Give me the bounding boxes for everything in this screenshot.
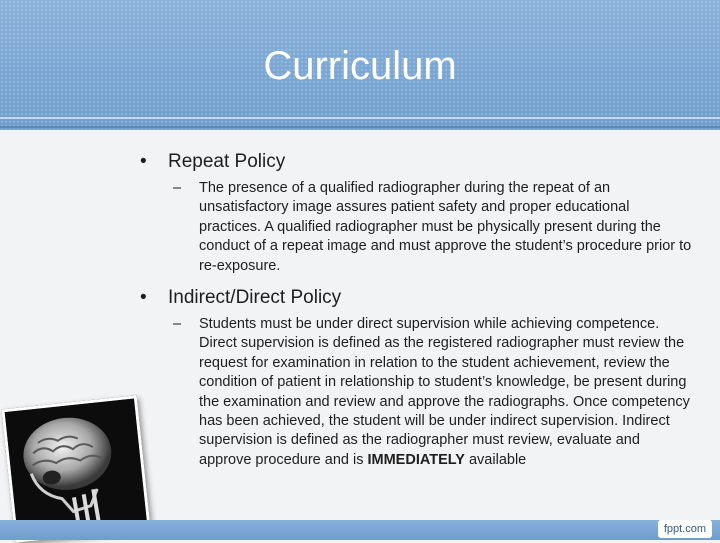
- sub-text-main: Students must be under direct supervision while achieving competence. Direct supervision is defined as the registered radiographer must review the request for examination in relation to the student achievement, review the condition of patient in relationship to student’s knowledge, be present during the examination and review and approve the radiographs. Once competency has been achieved, the student will be under indirect supervision. Indirect supervision is defined as the radiographer must review, evaluate and approve procedure and is: [199, 316, 690, 468]
- xray-skull-icon: [5, 399, 148, 540]
- bullet-repeat-policy: [132, 150, 692, 174]
- bullet-heading: Repeat Policy: [168, 151, 286, 172]
- slide-title: Curriculum: [263, 44, 457, 88]
- sub-text: [199, 316, 690, 468]
- slide-content: [132, 150, 692, 470]
- sub-item-indirect-direct-policy: [132, 315, 692, 470]
- sub-dash: –: [173, 180, 182, 196]
- sub-text-emphasis: IMMEDIATELY: [367, 451, 465, 468]
- footer-bar: [0, 520, 720, 540]
- bullet-indirect-direct-policy: [132, 286, 692, 310]
- sub-item-repeat-policy: [132, 179, 692, 276]
- bullet-heading: Indirect/Direct Policy: [168, 287, 342, 309]
- sub-text: The presence of a qualified radiographer during the repeat of an unsatisfactory image assures patient safety and proper educational practices. A qualified radiographer must be physically present during the conduct of a repeat image and must approve the student’s procedure prior to re-exposure.: [199, 180, 692, 274]
- header-divider: [0, 117, 720, 119]
- bullet-dot: •: [140, 287, 147, 309]
- bullet-dot: •: [140, 151, 147, 172]
- sub-dash: –: [173, 316, 182, 333]
- watermark-logo: fppt.com: [658, 520, 712, 538]
- sub-text-end: available: [464, 451, 527, 468]
- header-divider-lower: [0, 126, 720, 128]
